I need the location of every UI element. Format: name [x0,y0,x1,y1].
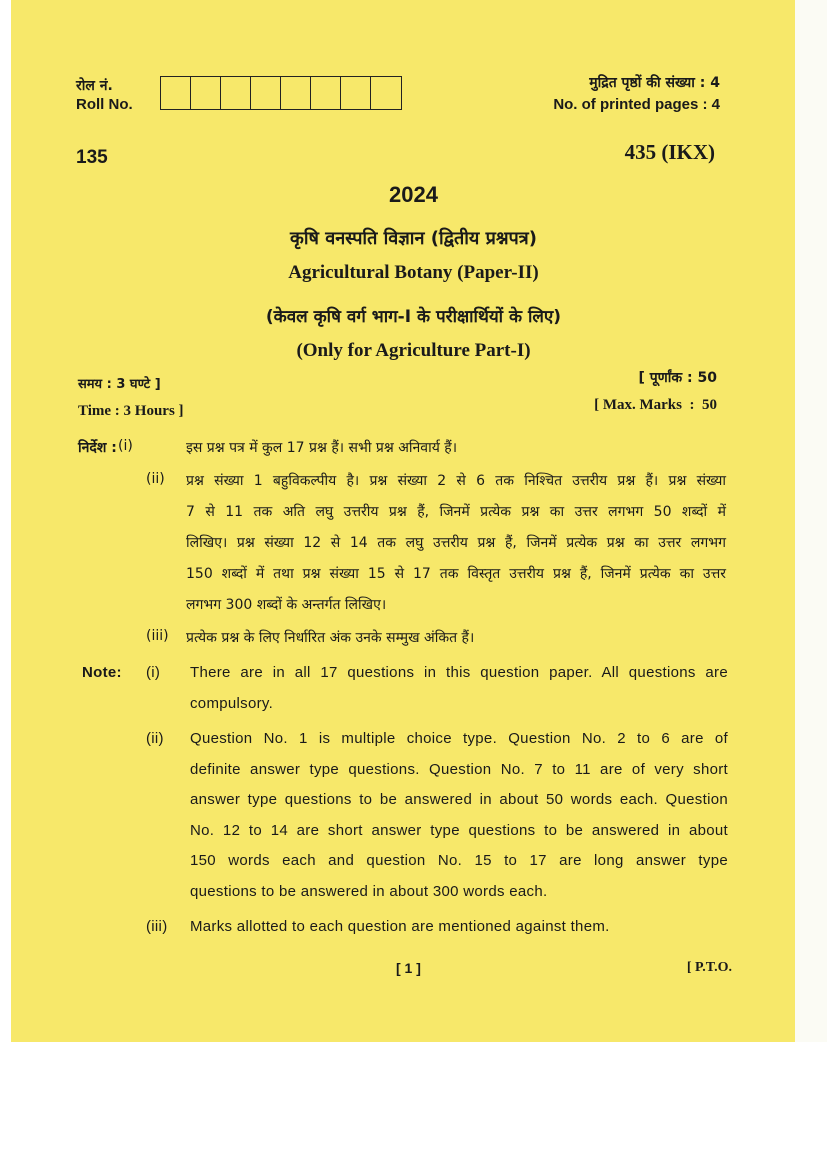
instruction-line: लगभग 300 शब्दों के अन्तर्गत लिखिए। [186,597,387,613]
instruction-line: 7 से 11 तक अति लघु उत्तरीय प्रश्न हैं, जिनमें प्रत्येक प्रश्न का उत्तर लगभग 50 शब्दों में [186,504,726,520]
roll-number-box[interactable] [221,77,251,109]
instruction-line: लिखिए। प्रश्न संख्या 12 से 14 तक लघु उत्तरीय प्रश्न हैं, जिनमें प्रत्येक प्रश्न का उत्तर लगभग [186,535,726,551]
instruction-number: (ii) [146,730,164,747]
instruction-line: 150 words each and question No. 15 to 17 are long answer type [190,852,728,869]
roll-number-box[interactable] [161,77,191,109]
roll-number-boxes[interactable] [160,76,402,110]
subject-title-english: Agricultural Botany (Paper-II) [288,262,539,283]
roll-number-box[interactable] [191,77,221,109]
roll-label-hindi: रोल नं. [76,78,113,94]
pto-marker: [ P.T.O. [686,960,732,975]
exam-year: 2024 [389,182,438,207]
instruction-number: (iii) [146,628,169,644]
instructions-heading: Note: [82,664,122,681]
roll-number-box[interactable] [251,77,281,109]
instructions-heading: निर्देश : [78,440,117,456]
roll-label-english: Roll No. [76,96,133,113]
instruction-line: definite answer type questions. Question No. 7 to 11 are of very short [190,760,728,778]
roll-number-box[interactable] [311,77,341,109]
subject-title-hindi: कृषि वनस्पति विज्ञान (द्वितीय प्रश्नपत्र) [290,228,537,249]
roll-number-box[interactable] [341,77,371,109]
max-marks-hindi: [ पूर्णांक : 50 [638,370,717,386]
instruction-line: compulsory. [190,694,274,712]
max-marks-english: [ Max. Marks : 50 [594,397,717,413]
instruction-line: Marks allotted to each question are mentioned against them. [190,918,610,935]
instruction-line: 150 शब्दों में तथा प्रश्न संख्या 15 से 17 तक विस्तृत उत्तरीय प्रश्न हैं, जिनमें प्रत्येक का उत्तर [186,566,726,582]
instruction-line: इस प्रश्न पत्र में कुल 17 प्रश्न हैं। सभी प्रश्न अनिवार्य हैं। [186,440,458,456]
instruction-number: (i) [146,664,161,681]
instruction-line: प्रत्येक प्रश्न के लिए निर्धारित अंक उनके सम्मुख अंकित हैं। [186,630,475,646]
page-number: [ 1 ] [396,960,421,976]
roll-number-box[interactable] [281,77,311,109]
roll-number-box[interactable] [371,77,401,109]
instruction-line: answer type questions to be answered in about 50 words each. Question [190,791,728,808]
instruction-line: questions to be answered in about 300 words each. [190,882,548,900]
instruction-line: No. 12 to 14 are short answer type questions to be answered in about [190,821,728,839]
time-hindi: समय : 3 घण्टे ] [78,377,161,392]
instruction-number: (iii) [146,918,168,935]
instruction-line: There are in all 17 questions in this question paper. All questions are [190,664,728,681]
instruction-line: Question No. 1 is multiple choice type. Question No. 2 to 6 are of [190,730,728,747]
eligibility-hindi: (केवल कृषि वर्ग भाग-I के परीक्षार्थियों के लिए) [265,307,562,327]
paper-code-left: 135 [76,147,108,168]
page-edge [795,0,827,1042]
printed-pages-english: No. of printed pages : 4 [553,96,720,113]
instruction-line: प्रश्न संख्या 1 बहुविकल्पीय है। प्रश्न संख्या 2 से 6 तक निश्चित उत्तरीय प्रश्न हैं। प्रश्न संख्या [186,473,726,489]
time-english: Time : 3 Hours ] [78,403,184,419]
eligibility-english: (Only for Agriculture Part-I) [296,340,531,361]
paper-code-right: 435 (IKX) [624,140,715,164]
printed-pages-hindi: मुद्रित पृष्ठों की संख्या : 4 [589,75,720,91]
instruction-number: (ii) [146,471,165,487]
instruction-number: (i) [118,438,133,454]
